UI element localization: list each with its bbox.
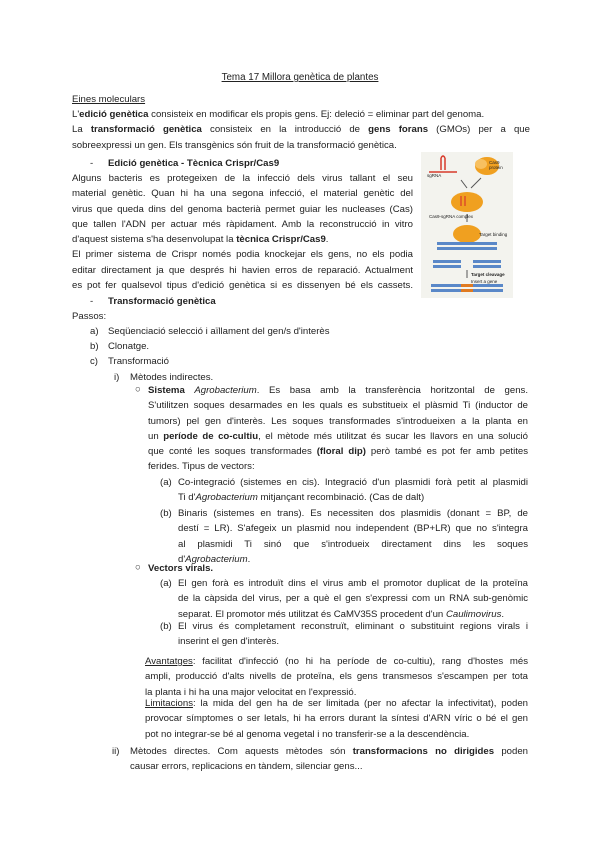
sub-marker: (a) — [160, 578, 172, 589]
paragraph-edicio: L'edició genètica consisteix en modificar els propis gens. Ej: deleció = eliminar part del genoma. La transformació genètica consisteix en la introducció de gens forans (GMOs) per a que sobreexpressi un gen. Els transgènics són fruit de la transformació genètica. — [72, 109, 530, 151]
paragraph-crispr: Alguns bacteris es protegeixen de la infecció dels virus tallant el seu material genètic. Quan hi ha una segona infecció, el material genètic del virus que queda dins del genoma bacterià permet guiar les nucleases (Cas) que tallen l'ADN per actuar més ràpidament. Amb la reconstrucció in vitro d'aquest sistema s'ha desenvolupat la tècnica Crispr/Cas9. El primer sistema de Crispr només podia knockejar els gens, no els podia editar directament ja que després hi havien erros de reparació. Actualment es pot fer qualsevol tipus d'edició genètica si es dissenyen bé els cassets. — [72, 173, 413, 292]
paragraph-metodes-directes: Mètodes directes. Com aquests mètodes són transformacions no dirigides poden causar errors, replicacions en tàndem, silenciar gens... — [130, 746, 528, 773]
paragraph-avantatges: Avantatges: facilitat d'infecció (no hi ha període de co-cultiu), rang d'hostes més ampli, producció d'alts nivells de proteïna, els gens transmesos s'escampen per tota la planta i hi ha una major velocitat en l'expressió. — [145, 656, 528, 698]
list-item-text: Transformació — [108, 356, 169, 367]
paragraph-limitacions: Limitacions: la mida del gen ha de ser limitada (per no afectar la infectivitat), poden provocar símptomes o ser letals, hi ha errors durant la síntesi d'ARN víric o bé el gen pot no integrar-se bé al genoma vegetal i no transferir-se a la descendència. — [145, 698, 528, 740]
label-complex: Cas9-sgRNA complex — [429, 214, 474, 219]
section-bullet: - — [90, 158, 94, 169]
label-target-binding: Target binding — [479, 232, 508, 237]
sub-marker: (b) — [160, 508, 172, 519]
roman-item-text: Mètodes indirectes. — [130, 372, 214, 383]
section-heading-transformacio: Transformació genètica — [108, 296, 216, 307]
list-item-text: Clonatge. — [108, 341, 150, 352]
binding-shape — [453, 225, 481, 243]
paragraph-binaris: Binaris (sistemes en trans). Es necessiten dos plasmidis (donant = BP, de destí = LR). S'afegeix un plasmid nou independent (BP+LR) que no s'integra al plasmidi Ti sinó que s'introdueix directament dins les soques d'Agrobacterium. — [178, 508, 528, 565]
roman-marker: i) — [114, 372, 120, 383]
roman-marker: ii) — [112, 746, 120, 757]
crispr-figure — [421, 152, 513, 298]
label-cas9: Cas9 protein — [489, 160, 503, 170]
paragraph-virus-a: El gen forà es introduït dins el virus amb el promotor duplicat de la proteïna de la càpsida del virus, per a què el gen s'expressi com un RNA sub-genòmic separat. El promotor més utilitzat és CaMV35S procedent d'un Caulimovirus. — [178, 578, 528, 620]
paragraph-agrobacterium: Sistema Agrobacterium. Es basa amb la transferència horitzontal de gens. S'utilitzen soques desarmades en les quals es substitueix el plàsmid Ti (inductor de tumors) pel gen d'interès. Les soques transformades s'introdueixen a la planta en un període de co-cultiu, el mètode més utilitzat és sucar les llavors en una solució que conté les soques transformades (floral dip) però també es pot fer amb petites ferides. Tipus de vectors: — [148, 385, 528, 473]
sub-marker: (b) — [160, 621, 172, 632]
label-insert-gene: Insert a gene — [471, 279, 498, 284]
list-item: b) — [90, 341, 99, 352]
paragraph-cointegracio: Co-integració (sistemes en cis). Integració d'un plasmidi forà petit al plasmidi Ti d'Agrobacterium mitjançant recombinació. (Cas de dalt) — [178, 477, 528, 504]
label-sgrna: sgRNA — [427, 173, 442, 178]
page-title: Tema 17 Millora genètica de plantes — [221, 72, 379, 83]
section-heading-crispr: Edició genètica - Tècnica Crispr/Cas9 — [108, 158, 280, 169]
label-target-cleavage: Target cleavage — [471, 272, 505, 277]
list-item: a) — [90, 326, 99, 337]
circle-bullet: ○ — [135, 562, 141, 573]
section-bullet: - — [90, 296, 94, 307]
sub-marker: (a) — [160, 477, 172, 488]
complex-shape — [451, 192, 483, 212]
heading-eines-moleculars: Eines moleculars — [72, 94, 146, 105]
paragraph-virus-b: El virus és completament reconstruït, eliminant o substituint regions virals i inserint el gen d'interès. — [178, 621, 528, 648]
list-item: c) — [90, 356, 98, 367]
passos-label: Passos: — [72, 311, 107, 322]
circle-bullet: ○ — [135, 384, 141, 395]
heading-vectors-virals: Vectors virals. — [148, 563, 214, 574]
list-item-text: Seqüenciació selecció i aïllament del gen/s d'interès — [108, 326, 330, 337]
